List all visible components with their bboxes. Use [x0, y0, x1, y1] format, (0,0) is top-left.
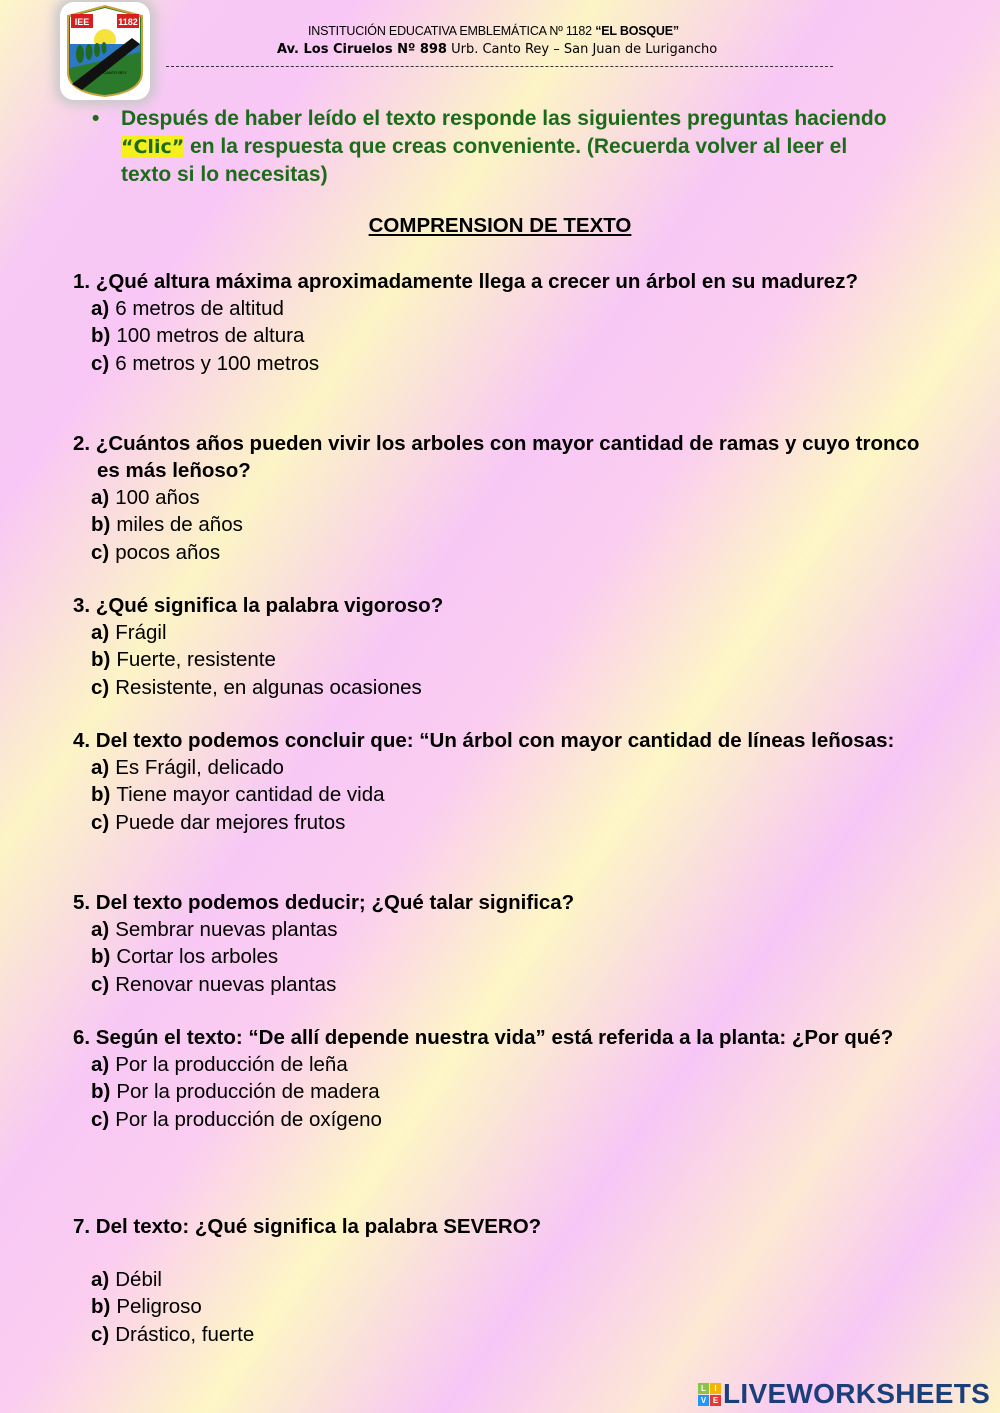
question-6: [73, 1024, 933, 1133]
option-text: Fuerte, resistente: [116, 648, 276, 672]
option-letter: b): [91, 783, 111, 807]
question-3: [73, 592, 933, 701]
option-text: Frágil: [115, 621, 167, 644]
option-text: pocos años: [115, 540, 221, 564]
option-text: Peligroso: [116, 1295, 202, 1319]
option-b[interactable]: [73, 943, 933, 970]
option-letter: a): [91, 621, 110, 644]
option-b[interactable]: [73, 646, 933, 673]
option-c[interactable]: [73, 1106, 933, 1133]
question-text: 6. Según el texto: “De allí depende nuestra vida” está referida a la planta: ¿Por qué?: [73, 1026, 894, 1049]
question-1: [73, 268, 933, 377]
question-text: 7. Del texto: ¿Qué significa la palabra SEVERO?: [73, 1215, 542, 1238]
brand-tiles-icon: [698, 1383, 721, 1406]
instructions-part1: Después de haber leído el texto responde las siguientes preguntas haciendo: [121, 107, 887, 130]
brand-tile: E: [710, 1395, 721, 1406]
option-text: Tiene mayor cantidad de vida: [116, 783, 385, 807]
instructions-part2: en la respuesta que creas conveniente. (Recuerda volver al leer el texto si lo necesitas): [121, 135, 848, 186]
option-text: Sembrar nuevas plantas: [115, 918, 338, 941]
option-letter: b): [91, 1080, 111, 1104]
svg-text:1182: 1182: [118, 17, 138, 27]
question-text: 4. Del texto podemos concluir que: “Un árbol con mayor cantidad de líneas leñosas:: [73, 729, 895, 752]
option-letter: c): [91, 675, 110, 699]
option-a[interactable]: [73, 295, 933, 322]
institution-prefix: INSTITUCIÓN EDUCATIVA EMBLEMÁTICA Nº 1182: [308, 24, 596, 38]
question-text: 1. ¿Qué altura máxima aproximadamente llega a crecer un árbol en su madurez?: [73, 270, 858, 293]
option-letter: a): [91, 297, 110, 320]
school-logo: [60, 2, 150, 100]
question-text: 3. ¿Qué significa la palabra vigoroso?: [73, 594, 444, 617]
svg-text:CANTO REY: CANTO REY: [103, 70, 127, 75]
option-b[interactable]: [73, 511, 933, 538]
option-text: Renovar nuevas plantas: [115, 972, 337, 996]
option-text: Cortar los arboles: [116, 945, 279, 969]
instructions-text: [121, 105, 891, 189]
option-c[interactable]: [73, 350, 933, 377]
option-c[interactable]: [73, 674, 933, 701]
option-letter: c): [91, 1322, 110, 1346]
option-text: Es Frágil, delicado: [115, 756, 284, 779]
question-4: [73, 727, 933, 836]
option-a[interactable]: [73, 484, 933, 511]
option-letter: b): [91, 945, 111, 969]
address-street: Av. Los Ciruelos Nº 898: [277, 42, 447, 57]
option-text: Por la producción de leña: [115, 1053, 348, 1076]
option-text: Puede dar mejores frutos: [115, 810, 346, 834]
liveworksheets-logo: [698, 1378, 990, 1410]
option-b[interactable]: [73, 1078, 933, 1105]
option-text: miles de años: [116, 513, 243, 537]
option-a[interactable]: [73, 1266, 933, 1293]
institution-address: [277, 42, 717, 57]
page-title: COMPRENSION DE TEXTO: [368, 214, 632, 237]
option-text: Drástico, fuerte: [115, 1322, 255, 1346]
click-highlight: “Clic”: [121, 136, 185, 158]
option-a[interactable]: [73, 916, 933, 943]
question-text: 5. Del texto podemos deducir; ¿Qué talar significa?: [73, 891, 575, 914]
option-a[interactable]: [73, 619, 933, 646]
question-2: [73, 430, 933, 566]
option-a[interactable]: [73, 1051, 933, 1078]
option-letter: a): [91, 756, 110, 779]
option-letter: c): [91, 1107, 110, 1131]
option-letter: a): [91, 1268, 110, 1291]
svg-text:IEE: IEE: [74, 17, 90, 27]
option-text: Por la producción de oxígeno: [115, 1107, 382, 1131]
option-c[interactable]: [73, 809, 933, 836]
institution-title: “EL BOSQUE”: [595, 24, 679, 38]
brand-tile: V: [698, 1395, 709, 1406]
option-c[interactable]: [73, 1321, 933, 1348]
option-text: 6 metros de altitud: [115, 297, 284, 320]
option-letter: c): [91, 540, 110, 564]
question-text: 2. ¿Cuántos años pueden vivir los arboles con mayor cantidad de ramas y cuyo tronco es más leñoso?: [73, 432, 920, 482]
option-text: 100 metros de altura: [116, 324, 305, 348]
option-text: 100 años: [115, 486, 200, 509]
brand-name: LIVEWORKSHEETS: [723, 1378, 991, 1409]
option-letter: c): [91, 810, 110, 834]
header-divider: [166, 66, 833, 67]
option-b[interactable]: [73, 781, 933, 808]
option-letter: b): [91, 513, 111, 537]
option-letter: a): [91, 918, 110, 941]
option-letter: b): [91, 324, 111, 348]
option-text: Resistente, en algunas ocasiones: [115, 675, 422, 699]
option-letter: c): [91, 351, 110, 375]
institution-name: [308, 24, 679, 38]
bullet-icon: •: [92, 107, 100, 130]
address-rest: Urb. Canto Rey – San Juan de Lurigancho: [446, 42, 718, 57]
option-letter: a): [91, 486, 110, 509]
option-c[interactable]: [73, 971, 933, 998]
option-letter: b): [91, 1295, 111, 1319]
question-7: [73, 1213, 933, 1348]
option-c[interactable]: [73, 539, 933, 566]
brand-tile: L: [698, 1383, 709, 1394]
option-letter: a): [91, 1053, 110, 1076]
option-text: Débil: [115, 1268, 162, 1291]
option-letter: b): [91, 648, 111, 672]
option-text: Por la producción de madera: [116, 1080, 380, 1104]
option-b[interactable]: [73, 322, 933, 349]
option-letter: c): [91, 972, 110, 996]
option-text: 6 metros y 100 metros: [115, 351, 320, 375]
question-5: [73, 889, 933, 998]
brand-tile: I: [710, 1383, 721, 1394]
option-b[interactable]: [73, 1293, 933, 1320]
option-a[interactable]: [73, 754, 933, 781]
